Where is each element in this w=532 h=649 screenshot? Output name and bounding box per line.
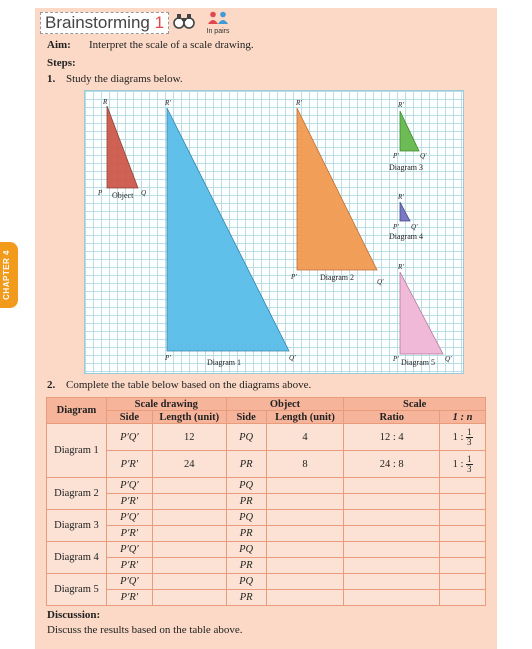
diagram-name: Diagram 1	[47, 424, 107, 478]
cell-object-side: PR	[226, 494, 266, 510]
aim-text: Interpret the scale of a scale drawing.	[89, 39, 254, 51]
cell-ratio	[344, 526, 440, 542]
table-row	[47, 478, 486, 494]
cell-1n	[440, 590, 486, 606]
cell-object-side: PQ	[226, 424, 266, 451]
cell-1n	[440, 558, 486, 574]
cell-length: 12	[152, 424, 226, 451]
header-length: Length (unit)	[266, 411, 344, 424]
cell-ratio	[344, 590, 440, 606]
cell-length	[152, 590, 226, 606]
cell-length	[152, 510, 226, 526]
header-side: Side	[106, 411, 152, 424]
cell-object-length	[266, 558, 344, 574]
cell-object-side: PQ	[226, 510, 266, 526]
d2-label-Pp: P′	[291, 273, 297, 281]
cell-side: P′Q′	[106, 542, 152, 558]
d5-label-Pp: P′	[393, 355, 399, 363]
d2-label-Rp: R′	[296, 99, 302, 107]
d4-caption: Diagram 4	[389, 232, 423, 241]
cell-length	[152, 558, 226, 574]
d3-label-Rp: R′	[398, 101, 404, 109]
cell-length	[152, 542, 226, 558]
header-length: Length (unit)	[152, 411, 226, 424]
header-scale: Scale	[344, 398, 486, 411]
title-word: Brainstorming	[45, 13, 150, 32]
cell-ratio	[344, 574, 440, 590]
cell-side: P′R′	[106, 451, 152, 478]
cell-object-length	[266, 574, 344, 590]
cell-length: 24	[152, 451, 226, 478]
table-row	[47, 451, 486, 478]
header-scale-drawing: Scale drawing	[106, 398, 226, 411]
object-caption: Object	[112, 191, 134, 200]
d5-label-Qp: Q′	[445, 355, 452, 363]
binoculars-icon	[173, 13, 195, 34]
fraction	[466, 455, 473, 474]
steps-label: Steps:	[47, 57, 76, 69]
table-row	[47, 590, 486, 606]
header-ratio: Ratio	[344, 411, 440, 424]
cell-1n-prefix: 1 :	[452, 431, 464, 443]
cell-side: P′Q′	[106, 510, 152, 526]
d5-label-Rp: R′	[398, 263, 404, 271]
cell-object-length	[266, 494, 344, 510]
cell-length	[152, 574, 226, 590]
cell-length	[152, 494, 226, 510]
cell-1n	[440, 574, 486, 590]
cell-ratio: 24 : 8	[344, 451, 440, 478]
cell-object-side: PR	[226, 558, 266, 574]
table-row	[47, 542, 486, 558]
cell-1n	[440, 494, 486, 510]
fraction-denominator: 3	[467, 436, 472, 447]
table-row	[47, 574, 486, 590]
cell-1n	[440, 510, 486, 526]
cell-object-side: PR	[226, 451, 266, 478]
diagram3-triangle	[400, 111, 419, 151]
diagram-name: Diagram 2	[47, 478, 107, 510]
table-row	[47, 558, 486, 574]
aim-label: Aim:	[47, 39, 71, 51]
d4-label-Rp: R′	[398, 193, 404, 201]
cell-object-side: PQ	[226, 542, 266, 558]
header-object: Object	[226, 398, 344, 411]
diagram4-triangle	[400, 202, 410, 221]
header-side: Side	[226, 411, 266, 424]
cell-1n-prefix: 1 :	[452, 458, 464, 470]
header-1n: 1 : n	[440, 411, 486, 424]
fraction	[466, 428, 473, 447]
cell-object-length: 4	[266, 424, 344, 451]
cell-object-side: PR	[226, 590, 266, 606]
diagram-name: Diagram 4	[47, 542, 107, 574]
step2-number: 2.	[47, 379, 56, 391]
d3-label-Qp: Q′	[420, 152, 427, 160]
cell-1n	[440, 542, 486, 558]
cell-object-length	[266, 526, 344, 542]
table-row	[47, 424, 486, 451]
cell-side: P′R′	[106, 558, 152, 574]
cell-side: P′Q′	[106, 478, 152, 494]
diagram2-triangle	[297, 108, 377, 270]
d2-label-Qp: Q′	[377, 278, 384, 286]
fraction-numerator: 1	[467, 453, 472, 464]
cell-ratio	[344, 478, 440, 494]
object-label-R: R	[103, 98, 108, 106]
cell-ratio	[344, 558, 440, 574]
fraction-numerator: 1	[467, 426, 472, 437]
cell-ratio	[344, 542, 440, 558]
step2-text: Complete the table below based on the diagrams above.	[66, 379, 312, 391]
d4-label-Qp: Q′	[411, 223, 418, 231]
diagram5-triangle	[400, 272, 443, 354]
scale-table	[46, 397, 486, 606]
table-row	[47, 526, 486, 542]
cell-object-side: PR	[226, 526, 266, 542]
cell-ratio	[344, 510, 440, 526]
cell-1n	[440, 526, 486, 542]
object-triangle	[107, 106, 138, 188]
cell-object-side: PQ	[226, 574, 266, 590]
d2-caption: Diagram 2	[320, 273, 354, 282]
activity-title	[40, 12, 169, 34]
cell-length	[152, 526, 226, 542]
step1-text: Study the diagrams below.	[66, 73, 183, 85]
discussion-text: Discuss the results based on the table above.	[47, 624, 243, 636]
cell-object-length	[266, 542, 344, 558]
diagram-name: Diagram 3	[47, 510, 107, 542]
d3-label-Pp: P′	[393, 152, 399, 160]
cell-object-length	[266, 478, 344, 494]
cell-1n	[440, 478, 486, 494]
table-row	[47, 494, 486, 510]
d1-label-Qp: Q′	[289, 354, 296, 362]
cell-ratio	[344, 494, 440, 510]
diagram1-triangle	[167, 108, 289, 351]
discussion-label: Discussion:	[47, 609, 101, 621]
cell-length	[152, 478, 226, 494]
d5-caption: Diagram 5	[401, 358, 435, 367]
cell-1n	[440, 424, 486, 451]
title-number: 1	[154, 13, 165, 32]
d1-label-Rp: R′	[165, 99, 171, 107]
cell-side: P′Q′	[106, 574, 152, 590]
cell-1n	[440, 451, 486, 478]
object-label-P: P	[98, 189, 103, 197]
d3-caption: Diagram 3	[389, 163, 423, 172]
table-subheader-row	[47, 411, 486, 424]
cell-object-length	[266, 590, 344, 606]
d1-label-Pp: P′	[165, 354, 171, 362]
object-label-Q: Q	[141, 189, 147, 197]
d4-label-Pp: P′	[393, 223, 399, 231]
cell-object-length	[266, 510, 344, 526]
cell-side: P′Q′	[106, 424, 152, 451]
step1-number: 1.	[47, 73, 56, 85]
cell-side: P′R′	[106, 494, 152, 510]
table-row	[47, 510, 486, 526]
diagram-grid	[84, 90, 464, 374]
cell-object-side: PQ	[226, 478, 266, 494]
cell-side: P′R′	[106, 526, 152, 542]
diagram-name: Diagram 5	[47, 574, 107, 606]
pairs-icon	[206, 11, 230, 35]
d1-caption: Diagram 1	[207, 358, 241, 367]
cell-object-length: 8	[266, 451, 344, 478]
chapter-tab-label: CHAPTER 4	[2, 250, 11, 300]
cell-side: P′R′	[106, 590, 152, 606]
table-header-row	[47, 398, 486, 411]
pairs-label: In pairs	[206, 28, 230, 35]
fraction-denominator: 3	[467, 463, 472, 474]
header-diagram: Diagram	[47, 398, 107, 424]
chapter-tab	[0, 242, 18, 308]
cell-ratio: 12 : 4	[344, 424, 440, 451]
